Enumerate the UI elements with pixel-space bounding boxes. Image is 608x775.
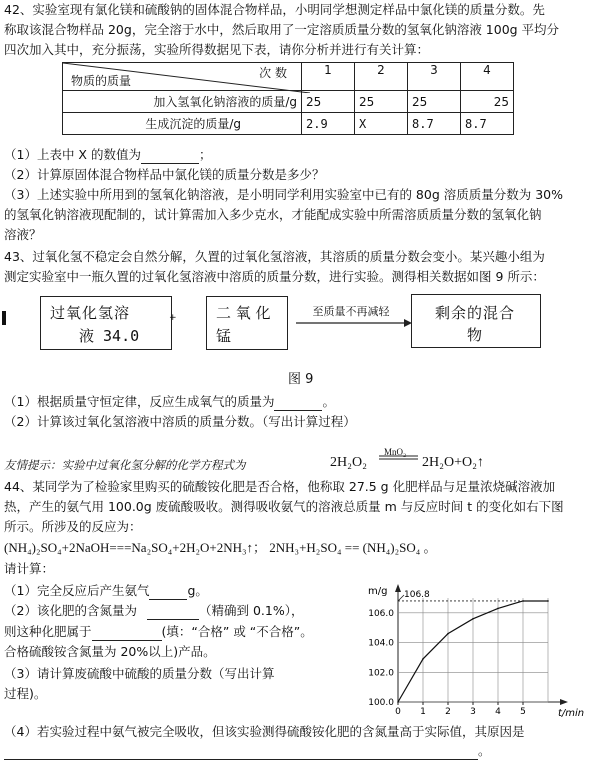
reaction-equations: (NH₄)₂SO₄+2NaOH===Na₂SO₄+2H₂O+2NH₃↑； 2NH₃+H₂SO₄ == (NH₄)₂SO₄ 。: [4, 540, 437, 555]
q44-sub3b: 过程)。: [4, 686, 47, 701]
q42-line1: 42、实验室现有氯化镁和硫酸钠的固体混合物样品，小明同学想测定样品中氯化镁的质量分数。先: [4, 2, 545, 17]
q44-sub4-answer: [4, 743, 491, 760]
box1-line2: 液 34.0: [79, 327, 140, 345]
col-header: 4: [461, 63, 514, 91]
x-tick-label: 2: [445, 707, 451, 717]
q42-sub1-text: （1）上表中 X 的数值为: [4, 147, 141, 162]
q43-line2: 测定实验室中一瓶久置的过氧化氢溶液中溶质的质量分数，进行实验。测得相关数据如图 9 所示：: [4, 269, 545, 284]
margin-mark: [2, 311, 6, 325]
y-tick-label: 102.0: [368, 668, 394, 679]
q42-line2: 称取该混合物样品 20g，完全溶于水中，然后取用了一定溶质质量分数的氢氧化钠溶液 100g 平均分: [4, 22, 560, 37]
q42-sub1-end: ；: [198, 147, 212, 162]
arrow-label: 至质量不再减轻: [312, 305, 390, 318]
table-cell: 25: [302, 91, 355, 113]
y-tick-label: 106.0: [368, 608, 394, 619]
data-point: [447, 633, 449, 635]
table-cell: 2.9: [302, 113, 355, 135]
col-header: 2: [355, 63, 408, 91]
box3-line2: 物: [467, 326, 483, 344]
q43-sub2: （2）计算该过氧化氢溶液中溶质的质量分数。（写出计算过程）: [4, 414, 356, 429]
reagent-box-mno2: [206, 296, 288, 350]
q44-sub2c: 合格硫酸铵含氮量为 20%以上)产品。: [4, 644, 216, 659]
q43-sub1-text: （1）根据质量守恒定律，反应生成氧气的质量为: [4, 394, 275, 409]
q42-line3: 四次加入其中，充分振荡，实验所得数据见下表，请你分析并进行有关计算：: [4, 42, 430, 57]
answer-blank[interactable]: [141, 147, 199, 164]
y-tick-label: 100.0: [368, 698, 394, 708]
peak-value-label: 106.8: [404, 589, 430, 600]
q43-line1: 43、过氧化氢不稳定会自然分解，久置的过氧化氢溶液，其溶质的质量分数会变小。某兴趣小组为: [4, 249, 545, 264]
answer-blank[interactable]: [274, 394, 322, 411]
q44-sub2-text: （2）该化肥的含氮量为: [4, 603, 137, 618]
col-header: 3: [408, 63, 461, 91]
reagent-box-h2o2: [40, 296, 172, 350]
arrow-icon: [294, 318, 414, 328]
answer-blank[interactable]: [4, 743, 478, 760]
x-tick-label: 5: [520, 707, 526, 717]
x-axis-label: t/min: [558, 708, 585, 719]
x-tick-label: 1: [420, 707, 426, 717]
eq-double-line: [378, 455, 420, 461]
x-tick-label: 3: [470, 707, 476, 717]
q42-sub3c: 溶液？: [4, 227, 42, 242]
y-axis-label: m/g: [368, 586, 388, 597]
hint-text: 友情提示：实验中过氧化氢分解的化学方程式为: [4, 458, 246, 472]
q44-sub2: [4, 603, 303, 620]
box3-line1: 剩余的混合: [435, 304, 516, 322]
y-tick-label: 104.0: [368, 638, 394, 649]
row-label: 加入氢氧化钠溶液的质量/g: [63, 91, 302, 113]
x-axis-arrow-icon: [560, 699, 568, 705]
eq-catalyst: MnO₂: [384, 447, 407, 457]
eq-right: 2H₂O+O₂↑: [422, 455, 484, 470]
row-label: 生成沉淀的质量/g: [63, 113, 302, 135]
q44-sub2b-end: (填：“合格” 或 “不合格”。: [161, 624, 313, 639]
data-point: [497, 608, 499, 610]
col-header: 1: [302, 63, 355, 91]
plus-sign: +: [169, 313, 177, 323]
y-axis-arrow-icon: [395, 584, 401, 592]
result-box: [411, 294, 541, 348]
data-point: [472, 618, 474, 620]
answer-blank[interactable]: [147, 603, 199, 620]
table-cell: 8.7: [408, 113, 461, 135]
box2-line1: 二 氧 化: [216, 304, 271, 322]
q42-sub3a: （3）上述实验中所用到的氢氧化钠溶液，是小明同学利用实验室中已有的 80g 溶质质量分数为 30%: [4, 187, 563, 202]
figure-label: 图 9: [288, 372, 314, 387]
q43-sub1-end: 。: [322, 394, 335, 409]
table-cell: 8.7: [461, 113, 514, 135]
q42-sub2: （2）计算原固体混合物样品中氯化镁的质量分数是多少？: [4, 167, 325, 182]
q44-sub1: [4, 583, 208, 600]
table-cell: X: [355, 113, 408, 135]
q44-line3: 所示。所涉及的反应为：: [4, 519, 142, 534]
q44-sub2b-text: 则这种化肥属于: [4, 624, 92, 639]
eq-left: 2H₂O₂: [330, 455, 367, 470]
x-tick-label: 0: [395, 707, 401, 717]
header-mass: 物质的质量: [71, 74, 132, 88]
q43-sub1: [4, 394, 335, 411]
please-calc: 请计算：: [4, 561, 55, 576]
mass-time-chart: [362, 578, 608, 722]
q42-sub1: [4, 147, 211, 164]
q44-sub2b: [4, 624, 313, 641]
diagonal-header-cell: [63, 63, 302, 91]
x-tick-label: 4: [495, 707, 501, 717]
table-cell: 25: [461, 91, 514, 113]
q44-sub1-text: （1）完全反应后产生氨气: [4, 583, 150, 598]
box2-line2: 锰: [216, 327, 232, 345]
data-point: [422, 658, 424, 660]
table-cell: 25: [408, 91, 461, 113]
q44-sub4: （4）若实验过程中氨气被完全吸收，但该实验测得硫酸铵化肥的含氮量高于实际值，其原因是: [4, 724, 525, 739]
q44-line2: 热，产生的氨气用 100.0g 废硫酸吸收。测得吸收氨气的溶液总质量 m 与反应时间 t 的变化如右下图: [4, 499, 564, 514]
q44-sub3a: （3）请计算废硫酸中硫酸的质量分数（写出计算: [4, 666, 275, 681]
q44-sub1-end: g。: [187, 583, 208, 598]
q44-line1: 44、某同学为了检验家里购买的硫酸铵化肥是否合格，他称取 27.5 g 化肥样品与足量浓烧碱溶液加: [4, 479, 556, 494]
header-times: 次 数: [259, 66, 287, 80]
answer-blank[interactable]: [149, 583, 187, 600]
data-point: [547, 600, 549, 602]
answer-blank[interactable]: [92, 624, 162, 641]
data-table: [62, 62, 514, 135]
table-cell: 25: [355, 91, 408, 113]
data-point: [397, 701, 399, 703]
q44-sub2-end: （精确到 0.1%），: [198, 603, 304, 618]
q42-sub3b: 的氢氧化钠溶液现配制的，试计算需加入多少克水，才能配成实验中所需溶质质量分数的氢氧化钠: [4, 207, 542, 222]
q44-sub4-end: 。: [478, 743, 491, 758]
box1-line1: 过氧化氢溶: [50, 304, 131, 322]
